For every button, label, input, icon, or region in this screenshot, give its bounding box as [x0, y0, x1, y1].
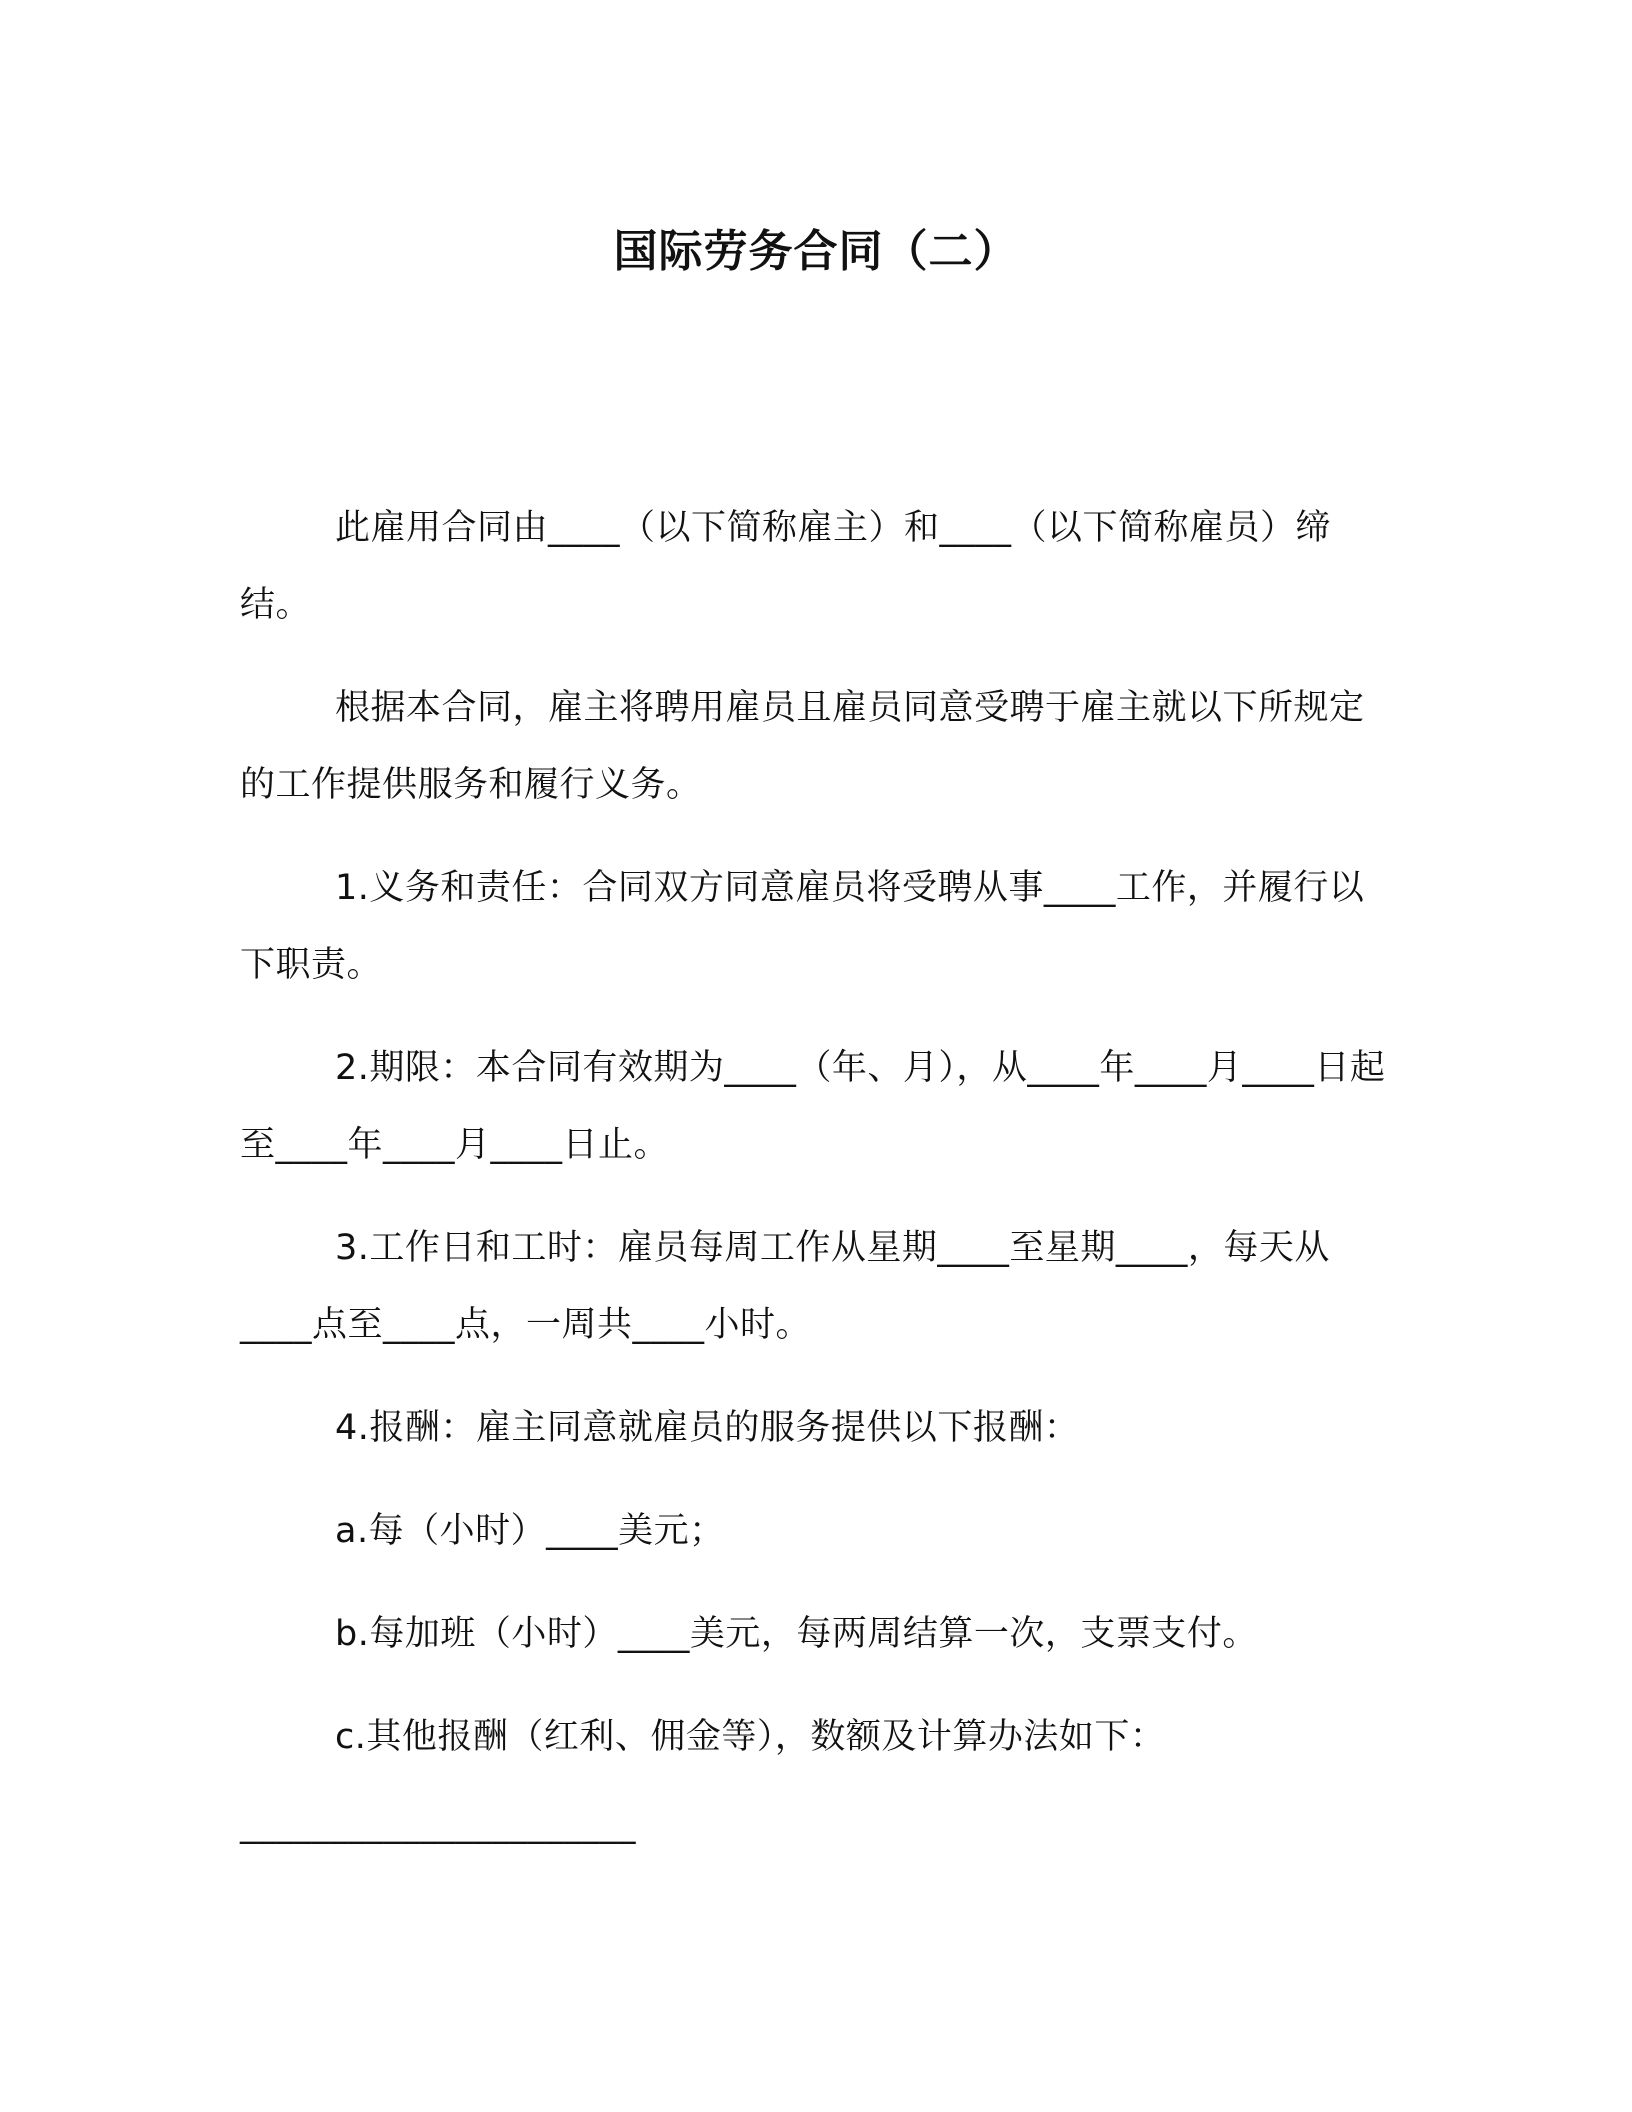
- paragraph-agreement: 根据本合同，雇主将聘用雇员且雇员同意受聘于雇主就以下所规定的工作提供服务和履行义务。: [240, 688, 1365, 805]
- document-body: [240, 490, 1392, 1850]
- paragraph-other-compensation: c.其他报酬（红利、佣金等），数额及计算办法如下：: [335, 1717, 1166, 1757]
- paragraph-work-hours: 3.工作日和工时：雇员每周工作从星期____至星期____，每天从____点至____点，一周共____小时。: [240, 1228, 1330, 1345]
- blank-fill-line: ______________________: [240, 1805, 636, 1845]
- paragraph-compensation: 4.报酬：雇主同意就雇员的服务提供以下报酬：: [335, 1408, 1080, 1448]
- paragraph-duties: 1.义务和责任：合同双方同意雇员将受聘从事____工作，并履行以下职责。: [240, 868, 1365, 985]
- paragraph-parties: 此雇用合同由____（以下简称雇主）和____（以下简称雇员）缔结。: [240, 508, 1332, 625]
- paragraph-term: 2.期限：本合同有效期为____（年、月），从____年____月____日起至____年____月____日止。: [240, 1048, 1386, 1165]
- document-title: 国际劳务合同（二）: [613, 226, 1019, 277]
- paragraph-overtime-rate: b.每加班（小时）____美元，每两周结算一次，支票支付。: [335, 1614, 1258, 1654]
- paragraph-hourly-rate: a.每（小时）____美元；: [335, 1511, 725, 1551]
